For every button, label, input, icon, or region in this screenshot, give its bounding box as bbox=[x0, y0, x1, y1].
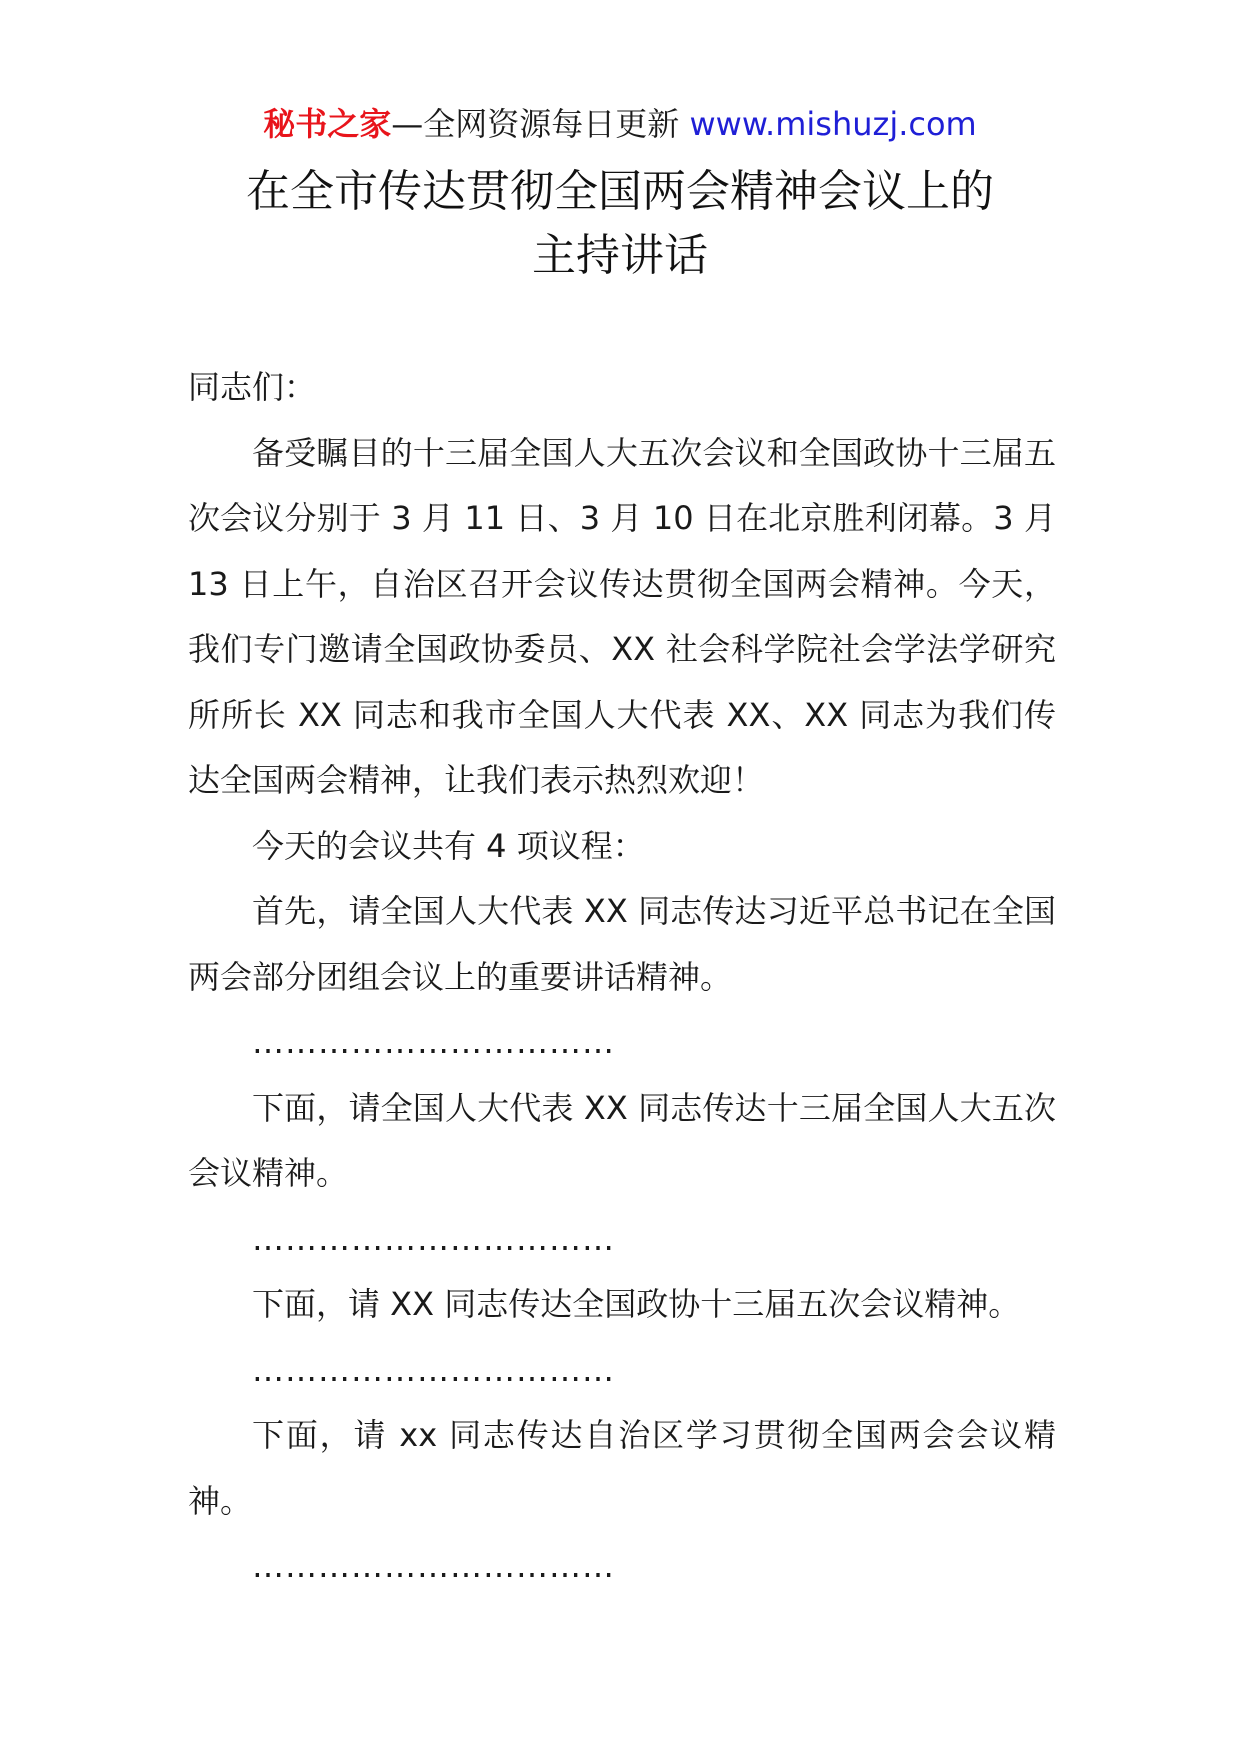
paragraph-agenda-item-3: 下面，请 XX 同志传达全国政协十三届五次会议精神。 bbox=[252, 1285, 1021, 1323]
site-header bbox=[0, 100, 1240, 148]
ellipsis-divider: …………………………… bbox=[252, 1350, 615, 1389]
title-line-2: 主持讲话 bbox=[532, 230, 708, 281]
paragraph-intro: 备受瞩目的十三届全国人大五次会议和全国政协十三届五次会议分别于 3 月 11 日、3 月 10 日在北京胜利闭幕。3 月 13 日上午，自治区召开会议传达贯彻全国两会精神。今天，我们专门邀请全国政协委员、XX 社会科学院社会学法学研究所所长 XX 同志和我市全国人大代表 XX、XX 同志为我们传达全国两会精神，让我们表示热烈欢迎！ bbox=[188, 433, 1056, 799]
salutation: 同志们： bbox=[188, 368, 317, 406]
paragraph-agenda-item-2: 下面，请全国人大代表 XX 同志传达十三届全国人大五次会议精神。 bbox=[188, 1088, 1056, 1192]
paragraph-agenda-item-1: 首先，请全国人大代表 XX 同志传达习近平总书记在全国两会部分团组会议上的重要讲话精神。 bbox=[188, 892, 1056, 996]
paragraph-agenda: 今天的会议共有 4 项议程： bbox=[252, 826, 645, 865]
ellipsis-divider: …………………………… bbox=[252, 1023, 615, 1061]
ellipsis-divider: …………………………… bbox=[252, 1219, 615, 1258]
site-tagline: —全网资源每日更新 bbox=[391, 105, 690, 143]
title-line-1: 在全市传达贯彻全国两会精神会议上的 bbox=[246, 166, 994, 217]
site-url-link[interactable]: www.mishuzj.com bbox=[689, 105, 977, 143]
ellipsis-divider: …………………………… bbox=[252, 1547, 615, 1585]
document-title bbox=[0, 160, 1240, 288]
paragraph-agenda-item-4: 下面，请 xx 同志传达自治区学习贯彻全国两会会议精神。 bbox=[188, 1416, 1056, 1520]
document-body bbox=[188, 355, 1056, 1600]
site-brand: 秘书之家 bbox=[263, 105, 392, 143]
